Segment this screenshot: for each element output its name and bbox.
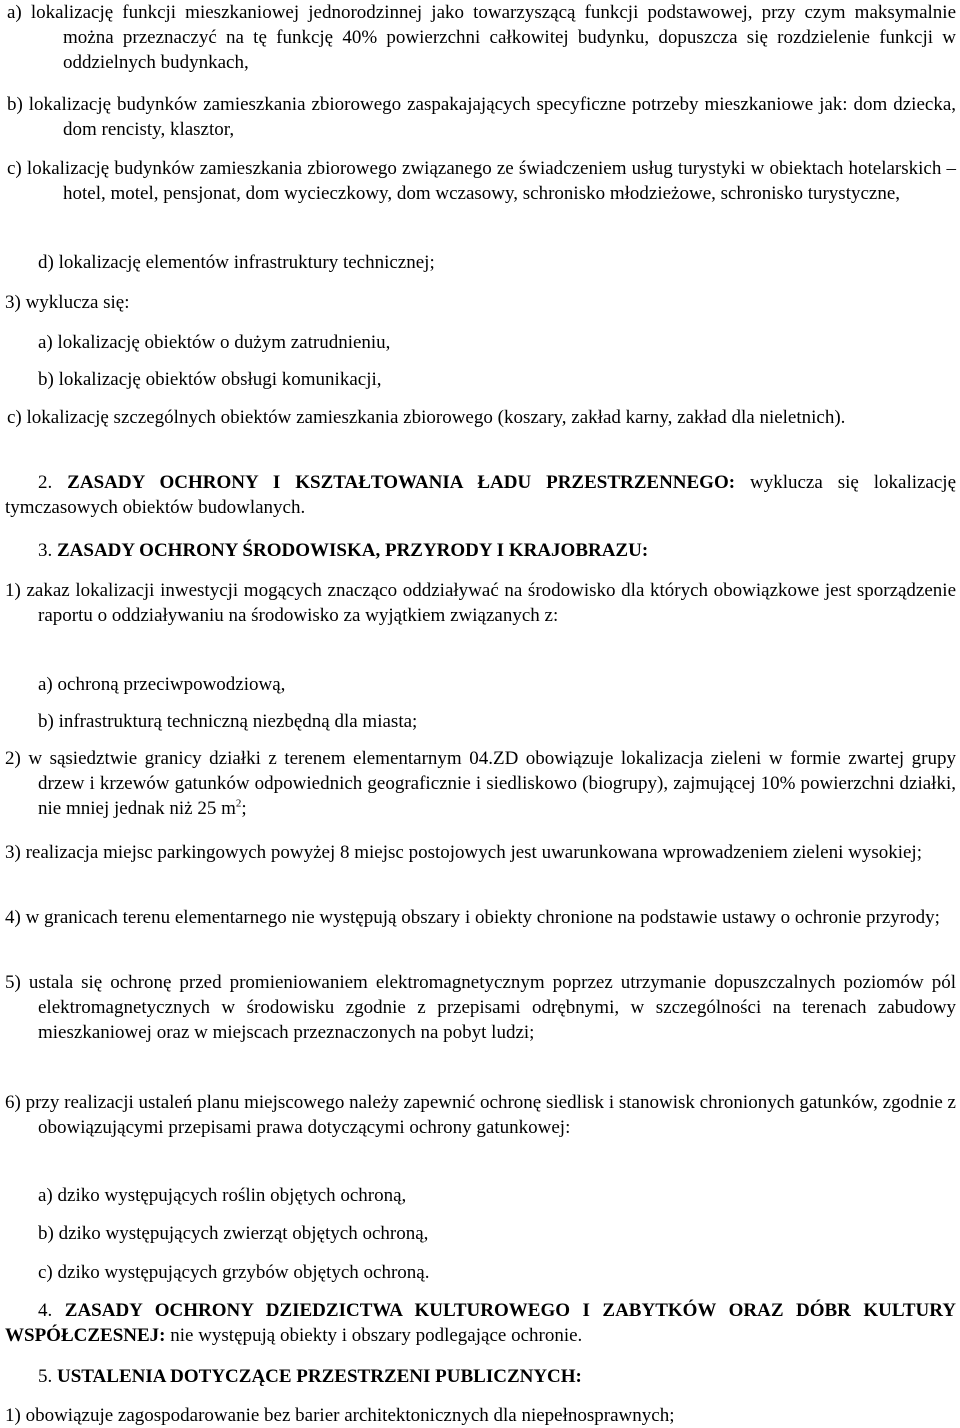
section-number: 3.: [38, 540, 53, 561]
list-text: lokalizację budynków zamieszkania zbiorowego związanego ze świadczeniem usług turystyki w obiektach hotelarskich – hotel, motel, pensjonat, dom wycieczkowy, dom wczasowy, schronisko młodzieżowe, schronisko turystyczne,: [26, 158, 957, 204]
point-text: ustala się ochronę przed promieniowaniem elektromagnetycznym poprzez utrzymanie dopuszczalnych poziomów pól elektromagnetycznych w środowisku zgodnie z przepisami odrębnymi, w szczególności na terenach zabudowy mieszkaniowej oraz w miejscach przeznaczonych na pobyt ludzi;: [28, 972, 957, 1043]
list-text: lokalizację budynków zamieszkania zbiorowego zaspakajających specyficzne potrzeby mieszkaniowe jak: dom dziecka, dom rencisty, klasztor,: [28, 94, 957, 140]
list-marker: a): [38, 1185, 53, 1206]
section-3-point-6-a: [38, 1183, 406, 1208]
point-marker: 1): [5, 580, 21, 601]
list-marker: b): [38, 369, 54, 390]
superscript: 2: [235, 797, 242, 810]
list-text: ochroną przeciwpowodziową,: [57, 674, 286, 695]
section-3-point-2: [5, 746, 956, 821]
section-text: nie występują obiekty i obszary podlegające ochronie.: [170, 1325, 583, 1346]
list-text: dziko występujących zwierząt objętych ochroną,: [58, 1223, 429, 1244]
list-item-d-infrastructure: [38, 250, 435, 275]
list-text: dziko występujących roślin objętych ochroną,: [57, 1185, 407, 1206]
list-marker: b): [7, 94, 23, 115]
list-text: dziko występujących grzybów objętych ochroną.: [57, 1262, 430, 1283]
section-5-point-1: [5, 1403, 674, 1428]
section-3-point-5: [5, 970, 957, 1045]
section-heading: ZASADY OCHRONY ŚRODOWISKA, PRZYRODY I KRAJOBRAZU:: [57, 540, 649, 561]
section-3-point-6: [5, 1090, 956, 1140]
point-marker: 6): [5, 1092, 21, 1113]
list-item-c-tourism-housing: [7, 156, 957, 206]
list-text: lokalizację szczególnych obiektów zamieszkania zbiorowego (koszary, zakład karny, zakład dla nieletnich).: [26, 407, 846, 428]
list-marker: a): [7, 2, 22, 23]
list-marker: c): [38, 1262, 53, 1283]
point-marker: 4): [5, 907, 21, 928]
section-5-heading: [38, 1364, 582, 1389]
section-heading: ZASADY OCHRONY I KSZTAŁTOWANIA ŁADU PRZESTRZENNEGO:: [67, 472, 736, 493]
point-text: zakaz lokalizacji inwestycji mogących znacząco oddziaływać na środowisko dla których obowiązkowe jest sporządzenie raportu o oddziaływaniu na środowisko za wyjątkiem związanych z:: [26, 580, 957, 626]
point-tail: ;: [241, 798, 247, 819]
point-marker: 1): [5, 1405, 21, 1426]
section-3-point-1-b: [38, 709, 417, 734]
list-text: lokalizację obiektów o dużym zatrudnieniu,: [57, 332, 391, 353]
list-item-b-transport-service: [38, 367, 382, 392]
list-text: infrastrukturą techniczną niezbędną dla miasta;: [58, 711, 418, 732]
section-number: 4.: [38, 1300, 53, 1321]
section-heading: USTALENIA DOTYCZĄCE PRZESTRZENI PUBLICZNYCH:: [57, 1366, 582, 1387]
section-number: 5.: [38, 1366, 53, 1387]
section-3-point-1: [5, 578, 957, 628]
point-text: w granicach terenu elementarnego nie występują obszary i obiekty chronione na podstawie ustawy o ochronie przyrody;: [25, 907, 940, 928]
list-text: lokalizację obiektów obsługi komunikacji,: [58, 369, 382, 390]
list-text: lokalizację funkcji mieszkaniowej jednorodzinnej jako towarzyszącą funkcji podstawowej, przy czym maksymalnie można przeznaczyć na tę funkcję 40% powierzchni całkowitej budynku, dopuszcza się rozdzielenie funkcji w oddzielnych budynkach,: [30, 2, 956, 73]
section-4: [5, 1298, 956, 1348]
section-3-point-6-c: [38, 1260, 429, 1285]
section-number: 2.: [38, 472, 53, 493]
point-marker: 3): [5, 292, 21, 313]
list-marker: c): [7, 158, 22, 179]
list-item-a-residential: [7, 0, 956, 75]
list-marker: a): [38, 332, 53, 353]
list-marker: a): [38, 674, 53, 695]
point-text: przy realizacji ustaleń planu miejscowego należy zapewnić ochronę siedlisk i stanowisk chronionych gatunków, zgodnie z obowiązującymi przepisami prawa dotyczącymi ochrony gatunkowej:: [25, 1092, 956, 1138]
section-3-point-6-b: [38, 1221, 428, 1246]
section-3-point-3: [5, 840, 956, 865]
list-marker: c): [7, 407, 22, 428]
list-text: lokalizację elementów infrastruktury technicznej;: [58, 252, 435, 273]
point-marker: 3): [5, 842, 21, 863]
section-heading: ZASADY OCHRONY DZIEDZICTWA KULTUROWEGO I ZABYTKÓW ORAZ DÓBR KULTURY WSPÓŁCZESNEJ:: [5, 1300, 957, 1346]
list-marker: b): [38, 711, 54, 732]
section-3-heading: [38, 538, 648, 563]
list-marker: d): [38, 252, 54, 273]
point-text: realizacja miejsc parkingowych powyżej 8 miejsc postojowych jest uwarunkowana wprowadzeniem zieleni wysokiej;: [25, 842, 922, 863]
point-marker: 5): [5, 972, 21, 993]
list-item-b-collective-housing: [7, 92, 957, 142]
section-3-point-4: [5, 905, 956, 930]
point-text: wyklucza się:: [25, 292, 130, 313]
list-item-c-special-housing: [7, 405, 956, 430]
point-3-excludes: [5, 290, 130, 315]
section-3-point-1-a: [38, 672, 285, 697]
point-text: obowiązuje zagospodarowanie bez barier architektonicznych dla niepełnosprawnych;: [25, 1405, 675, 1426]
list-item-a-large-employment: [38, 330, 390, 355]
point-text: w sąsiedztwie granicy działki z terenem elementarnym 04.ZD obowiązuje lokalizacja zieleni w formie zwartej grupy drzew i krzewów gatunków odpowiednich geograficznie i siedliskowo (biogrupy), zajmującej 10% powierzchni działki, nie mniej jednak niż 25 m: [28, 748, 956, 819]
point-marker: 2): [5, 748, 21, 769]
section-2: [5, 470, 956, 520]
section-text: wyklucza się lokalizację tymczasowych obiektów budowlanych.: [5, 472, 957, 518]
list-marker: b): [38, 1223, 54, 1244]
